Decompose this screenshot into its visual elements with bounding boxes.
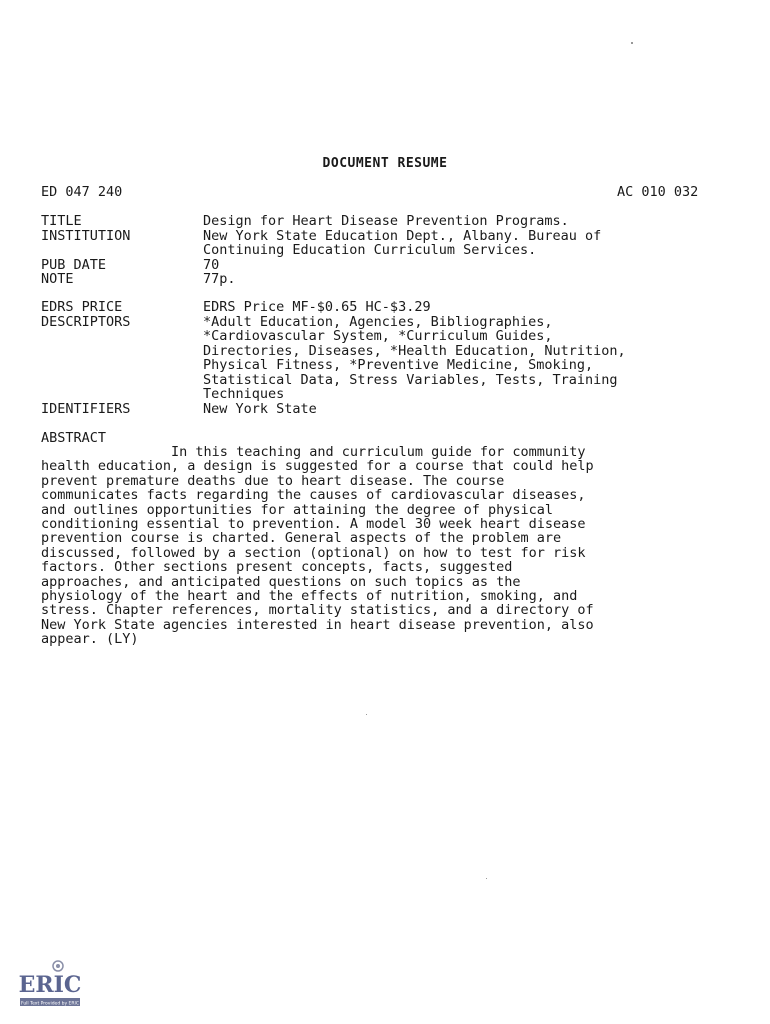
abstract-line: factors. Other sections present concepts, facts, suggested (41, 559, 513, 576)
abstract-line: conditioning essential to prevention. A model 30 week heart disease (41, 516, 586, 533)
field-value-identifiers: New York State (203, 401, 317, 417)
field-value-descriptors-line: Physical Fitness, *Preventive Medicine, Smoking, (203, 357, 594, 373)
abstract-line: discussed, followed by a section (optional) on how to test for risk (41, 544, 586, 561)
field-label-pub-date: PUB DATE (41, 257, 107, 273)
field-value-descriptors-line: Directories, Diseases, *Health Education, Nutrition, (203, 343, 626, 359)
field-value-descriptors-line: Statistical Data, Stress Variables, Tests, Training (203, 372, 618, 388)
document-title: DOCUMENT RESUME (322, 156, 448, 171)
ed-number: ED 047 240 (41, 184, 123, 200)
field-value-edrs-price: EDRS Price MF-$0.65 HC-$3.29 (203, 299, 431, 315)
abstract-line: stress. Chapter references, mortality statistics, and a directory of (41, 602, 594, 619)
field-value-institution-line: New York State Education Dept., Albany. Bureau of (203, 228, 602, 244)
field-label-institution: INSTITUTION (41, 228, 131, 244)
abstract-line: prevention course is charted. General aspects of the problem are (41, 530, 562, 547)
field-label-edrs-price: EDRS PRICE (41, 299, 123, 315)
field-value-descriptors-line: *Cardiovascular System, *Curriculum Guides, (203, 328, 553, 344)
eric-logo-text: ERIC (18, 972, 82, 998)
abstract-line: appear. (LY) (41, 631, 139, 648)
field-value-note: 77p. (203, 271, 236, 287)
abstract-body (41, 445, 594, 647)
abstract-line: approaches, and anticipated questions on such topics as the (41, 573, 521, 590)
field-label-descriptors: DESCRIPTORS (41, 314, 131, 330)
field-value-title: Design for Heart Disease Prevention Programs. (203, 213, 569, 229)
field-label-note: NOTE (41, 271, 74, 287)
eric-logo (18, 958, 82, 1012)
abstract-label: ABSTRACT (41, 430, 107, 446)
field-value-pub-date: 70 (203, 257, 220, 273)
abstract-line: physiology of the heart and the effects of nutrition, smoking, and (41, 588, 578, 605)
abstract-line: prevent premature deaths due to heart disease. The course (41, 472, 505, 489)
abstract-line: health education, a design is suggested for a course that could help (41, 458, 594, 475)
field-value-descriptors-line: *Adult Education, Agencies, Bibliographies, (203, 314, 553, 330)
abstract-line: New York State agencies interested in heart disease prevention, also (41, 616, 594, 633)
ac-number: AC 010 032 (617, 184, 699, 200)
scan-speck (631, 42, 633, 44)
abstract-line: communicates facts regarding the causes of cardiovascular diseases, (41, 487, 586, 504)
field-label-identifiers: IDENTIFIERS (41, 401, 131, 417)
field-value-descriptors-line: Techniques (203, 386, 285, 402)
field-value-institution-line: Continuing Education Curriculum Services. (203, 242, 537, 258)
abstract-line: and outlines opportunities for attaining the degree of physical (41, 501, 554, 518)
scan-speck (366, 714, 367, 715)
scan-speck (486, 878, 487, 879)
eric-logo-caption: Full Text Provided by ERIC (20, 1001, 80, 1007)
field-label-title: TITLE (41, 213, 82, 229)
abstract-line: In this teaching and curriculum guide for community (41, 444, 586, 460)
